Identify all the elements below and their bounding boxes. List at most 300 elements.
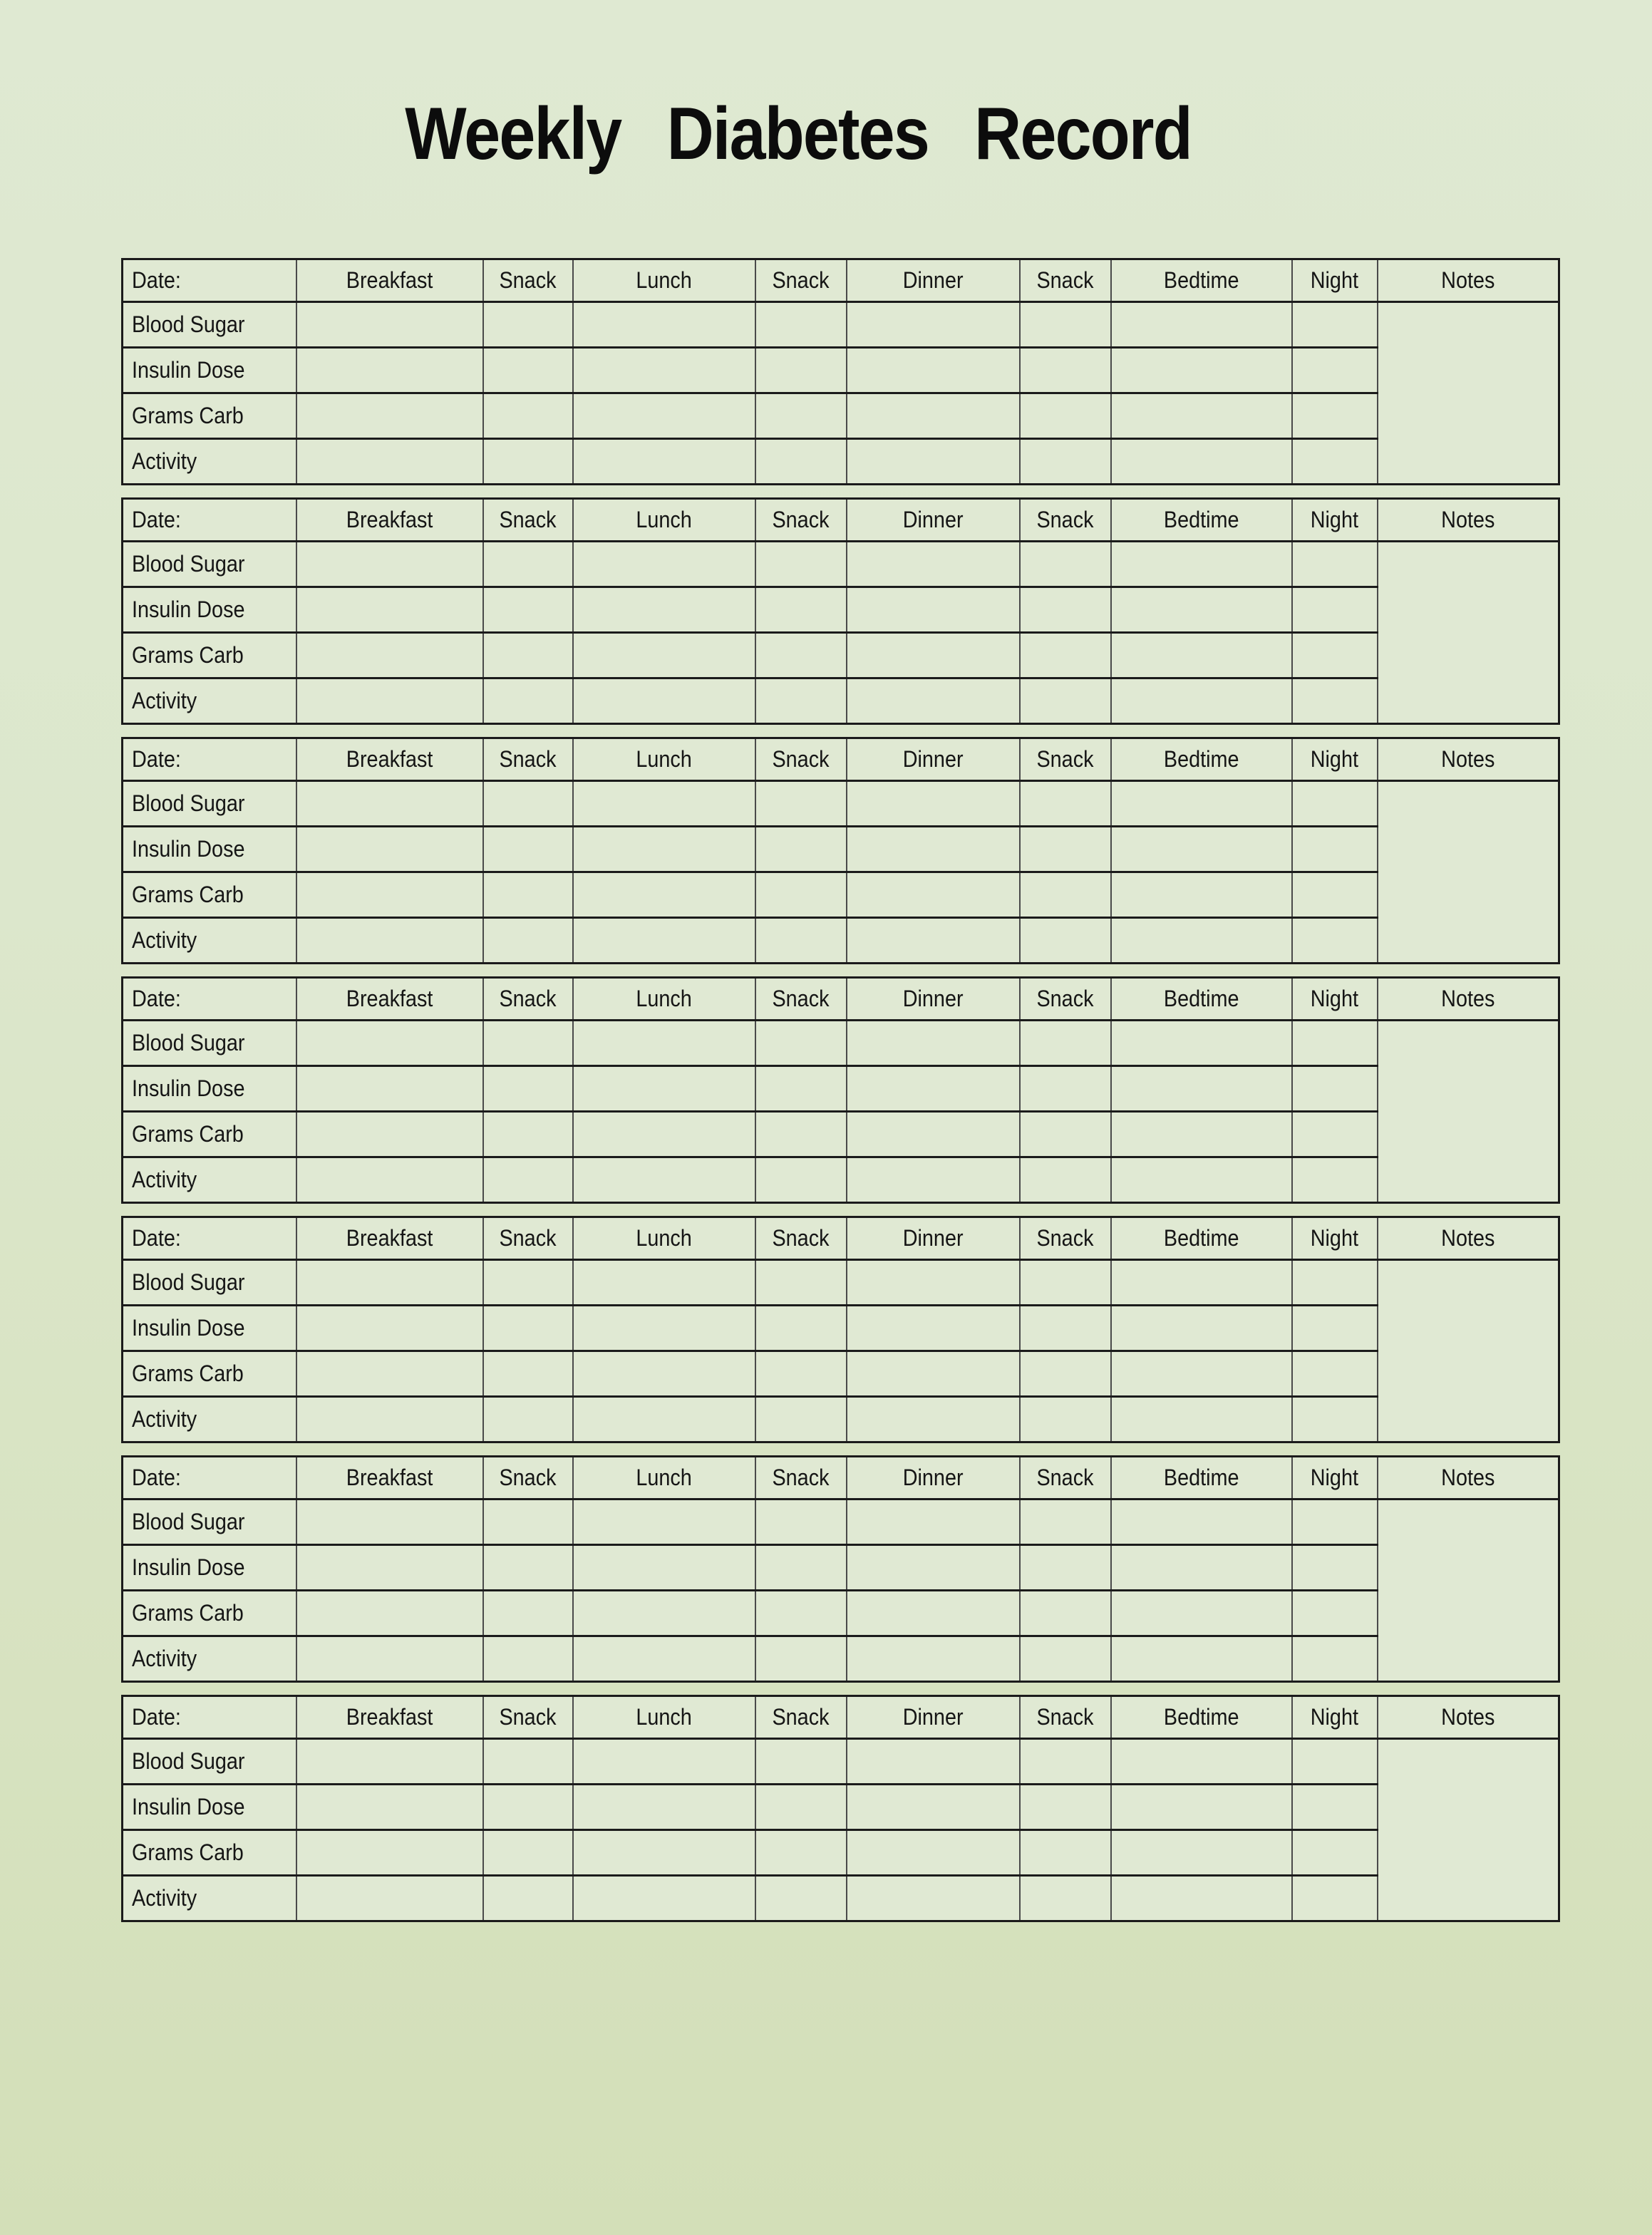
entry-cell-blood-sugar-lunch[interactable]: [573, 542, 755, 587]
entry-cell-insulin-dose-snack-1[interactable]: [483, 1306, 573, 1351]
entry-cell-insulin-dose-snack-1[interactable]: [483, 1545, 573, 1591]
entry-cell-activity-night[interactable]: [1292, 678, 1378, 724]
entry-cell-insulin-dose-snack-3[interactable]: [1020, 348, 1111, 393]
col-header-snack-3: Snack: [1020, 978, 1111, 1021]
entry-cell-insulin-dose-lunch[interactable]: [573, 1785, 755, 1830]
entry-cell-activity-dinner[interactable]: [847, 1876, 1020, 1921]
entry-cell-blood-sugar-snack-1[interactable]: [483, 542, 573, 587]
entry-cell-blood-sugar-bedtime[interactable]: [1111, 1260, 1292, 1306]
entry-cell-blood-sugar-snack-3[interactable]: [1020, 781, 1111, 827]
entry-cell-insulin-dose-snack-2[interactable]: [755, 1306, 847, 1351]
col-header-date: Date:: [123, 1696, 296, 1739]
entry-cell-grams-carb-night[interactable]: [1292, 1591, 1378, 1636]
activity-row: [123, 439, 1559, 485]
insulin-dose-row: [123, 1785, 1559, 1830]
entry-cell-insulin-dose-night[interactable]: [1292, 1545, 1378, 1591]
entry-cell-activity-night[interactable]: [1292, 1636, 1378, 1682]
entry-cell-insulin-dose-breakfast[interactable]: [296, 827, 483, 872]
entry-cell-grams-carb-lunch[interactable]: [573, 1830, 755, 1876]
entry-cell-grams-carb-lunch[interactable]: [573, 393, 755, 439]
entry-cell-activity-breakfast[interactable]: [296, 1636, 483, 1682]
row-label-insulin-dose: Insulin Dose: [123, 827, 296, 872]
entry-cell-grams-carb-dinner[interactable]: [847, 633, 1020, 678]
entry-cell-grams-carb-snack-1[interactable]: [483, 393, 573, 439]
entry-cell-blood-sugar-snack-2[interactable]: [755, 1260, 847, 1306]
entry-cell-activity-snack-3[interactable]: [1020, 1636, 1111, 1682]
col-header-lunch: Lunch: [573, 499, 755, 542]
entry-cell-insulin-dose-bedtime[interactable]: [1111, 1785, 1292, 1830]
entry-cell-blood-sugar-snack-2[interactable]: [755, 1021, 847, 1066]
entry-cell-activity-snack-3[interactable]: [1020, 918, 1111, 964]
entry-cell-insulin-dose-breakfast[interactable]: [296, 1306, 483, 1351]
entry-cell-insulin-dose-lunch[interactable]: [573, 1306, 755, 1351]
col-header-bedtime: Bedtime: [1111, 978, 1292, 1021]
entry-cell-grams-carb-snack-1[interactable]: [483, 1351, 573, 1397]
entry-cell-blood-sugar-snack-3[interactable]: [1020, 1021, 1111, 1066]
col-header-breakfast: Breakfast: [296, 1696, 483, 1739]
col-header-snack-2: Snack: [755, 738, 847, 781]
entry-cell-blood-sugar-snack-2[interactable]: [755, 302, 847, 348]
blood-sugar-row: [123, 1739, 1559, 1785]
entry-cell-grams-carb-night[interactable]: [1292, 1112, 1378, 1157]
entry-cell-insulin-dose-bedtime[interactable]: [1111, 348, 1292, 393]
entry-cell-grams-carb-snack-3[interactable]: [1020, 1830, 1111, 1876]
entry-cell-activity-snack-2[interactable]: [755, 678, 847, 724]
entry-cell-blood-sugar-night[interactable]: [1292, 1260, 1378, 1306]
entry-cell-grams-carb-night[interactable]: [1292, 872, 1378, 918]
entry-cell-grams-carb-snack-1[interactable]: [483, 1591, 573, 1636]
entry-cell-activity-snack-2[interactable]: [755, 918, 847, 964]
entry-cell-activity-lunch[interactable]: [573, 678, 755, 724]
entry-cell-blood-sugar-lunch[interactable]: [573, 1260, 755, 1306]
entry-cell-grams-carb-snack-1[interactable]: [483, 633, 573, 678]
entry-cell-grams-carb-lunch[interactable]: [573, 1112, 755, 1157]
entry-cell-activity-night[interactable]: [1292, 918, 1378, 964]
entry-cell-grams-carb-snack-1[interactable]: [483, 1830, 573, 1876]
entry-cell-activity-snack-3[interactable]: [1020, 1157, 1111, 1203]
col-header-date: Date:: [123, 738, 296, 781]
entry-cell-grams-carb-night[interactable]: [1292, 1830, 1378, 1876]
entry-cell-activity-night[interactable]: [1292, 439, 1378, 485]
entry-cell-activity-breakfast[interactable]: [296, 1876, 483, 1921]
col-header-snack-1: Snack: [483, 738, 573, 781]
entry-cell-blood-sugar-snack-2[interactable]: [755, 542, 847, 587]
entry-cell-activity-bedtime[interactable]: [1111, 1157, 1292, 1203]
insulin-dose-row: [123, 827, 1559, 872]
entry-cell-blood-sugar-snack-3[interactable]: [1020, 1260, 1111, 1306]
row-label-blood-sugar: Blood Sugar: [123, 1739, 296, 1785]
row-label-activity: Activity: [123, 439, 296, 485]
col-header-breakfast: Breakfast: [296, 978, 483, 1021]
header-row: [123, 259, 1559, 302]
entry-cell-insulin-dose-bedtime[interactable]: [1111, 587, 1292, 633]
entry-cell-insulin-dose-bedtime[interactable]: [1111, 1545, 1292, 1591]
entry-cell-insulin-dose-snack-2[interactable]: [755, 1545, 847, 1591]
entry-cell-grams-carb-bedtime[interactable]: [1111, 1830, 1292, 1876]
notes-entry-cell[interactable]: [1378, 781, 1559, 964]
entry-cell-insulin-dose-snack-3[interactable]: [1020, 827, 1111, 872]
entry-cell-activity-night[interactable]: [1292, 1876, 1378, 1921]
entry-cell-blood-sugar-lunch[interactable]: [573, 1739, 755, 1785]
entry-cell-activity-snack-1[interactable]: [483, 1876, 573, 1921]
row-label-activity: Activity: [123, 918, 296, 964]
entry-cell-insulin-dose-snack-1[interactable]: [483, 587, 573, 633]
entry-cell-grams-carb-dinner[interactable]: [847, 1830, 1020, 1876]
entry-cell-grams-carb-snack-3[interactable]: [1020, 1591, 1111, 1636]
blood-sugar-row: [123, 542, 1559, 587]
entry-cell-insulin-dose-breakfast[interactable]: [296, 1545, 483, 1591]
entry-cell-grams-carb-snack-3[interactable]: [1020, 393, 1111, 439]
entry-cell-insulin-dose-dinner[interactable]: [847, 348, 1020, 393]
entry-cell-grams-carb-snack-3[interactable]: [1020, 1112, 1111, 1157]
entry-cell-activity-dinner[interactable]: [847, 918, 1020, 964]
entry-cell-insulin-dose-snack-3[interactable]: [1020, 1785, 1111, 1830]
row-label-insulin-dose: Insulin Dose: [123, 587, 296, 633]
entry-cell-activity-lunch[interactable]: [573, 1157, 755, 1203]
entry-cell-grams-carb-night[interactable]: [1292, 633, 1378, 678]
insulin-dose-row: [123, 1306, 1559, 1351]
entry-cell-insulin-dose-breakfast[interactable]: [296, 1785, 483, 1830]
row-label-grams-carb: Grams Carb: [123, 1112, 296, 1157]
col-header-snack-1: Snack: [483, 1696, 573, 1739]
entry-cell-activity-snack-1[interactable]: [483, 439, 573, 485]
entry-cell-grams-carb-snack-3[interactable]: [1020, 633, 1111, 678]
grams-carb-row: [123, 1830, 1559, 1876]
entry-cell-blood-sugar-dinner[interactable]: [847, 302, 1020, 348]
entry-cell-grams-carb-dinner[interactable]: [847, 872, 1020, 918]
entry-cell-blood-sugar-snack-3[interactable]: [1020, 302, 1111, 348]
entry-cell-activity-night[interactable]: [1292, 1157, 1378, 1203]
entry-cell-activity-bedtime[interactable]: [1111, 439, 1292, 485]
entry-cell-insulin-dose-breakfast[interactable]: [296, 348, 483, 393]
entry-cell-blood-sugar-bedtime[interactable]: [1111, 302, 1292, 348]
entry-cell-insulin-dose-lunch[interactable]: [573, 1066, 755, 1112]
entry-cell-insulin-dose-lunch[interactable]: [573, 827, 755, 872]
entry-cell-blood-sugar-snack-1[interactable]: [483, 302, 573, 348]
entry-cell-blood-sugar-dinner[interactable]: [847, 781, 1020, 827]
entry-cell-grams-carb-night[interactable]: [1292, 1351, 1378, 1397]
col-header-snack-1: Snack: [483, 978, 573, 1021]
entry-cell-grams-carb-snack-2[interactable]: [755, 633, 847, 678]
entry-cell-activity-snack-3[interactable]: [1020, 678, 1111, 724]
entry-cell-grams-carb-snack-2[interactable]: [755, 872, 847, 918]
entry-cell-insulin-dose-snack-2[interactable]: [755, 348, 847, 393]
entry-cell-insulin-dose-bedtime[interactable]: [1111, 827, 1292, 872]
col-header-lunch: Lunch: [573, 738, 755, 781]
notes-entry-cell[interactable]: [1378, 1739, 1559, 1921]
entry-cell-blood-sugar-bedtime[interactable]: [1111, 1500, 1292, 1545]
grams-carb-row: [123, 1591, 1559, 1636]
entry-cell-blood-sugar-breakfast[interactable]: [296, 781, 483, 827]
entry-cell-grams-carb-breakfast[interactable]: [296, 1591, 483, 1636]
entry-cell-insulin-dose-bedtime[interactable]: [1111, 1066, 1292, 1112]
entry-cell-grams-carb-snack-2[interactable]: [755, 1591, 847, 1636]
entry-cell-blood-sugar-lunch[interactable]: [573, 1500, 755, 1545]
col-header-snack-3: Snack: [1020, 1217, 1111, 1260]
entry-cell-activity-snack-1[interactable]: [483, 918, 573, 964]
entry-cell-blood-sugar-lunch[interactable]: [573, 781, 755, 827]
entry-cell-activity-dinner[interactable]: [847, 1397, 1020, 1442]
entry-cell-activity-snack-1[interactable]: [483, 1397, 573, 1442]
entry-cell-insulin-dose-night[interactable]: [1292, 1785, 1378, 1830]
entry-cell-insulin-dose-breakfast[interactable]: [296, 1066, 483, 1112]
entry-cell-activity-breakfast[interactable]: [296, 918, 483, 964]
entry-cell-activity-lunch[interactable]: [573, 439, 755, 485]
col-header-snack-1: Snack: [483, 1457, 573, 1500]
entry-cell-grams-carb-bedtime[interactable]: [1111, 1112, 1292, 1157]
row-label-blood-sugar: Blood Sugar: [123, 1260, 296, 1306]
entry-cell-grams-carb-bedtime[interactable]: [1111, 633, 1292, 678]
entry-cell-grams-carb-snack-2[interactable]: [755, 1351, 847, 1397]
entry-cell-grams-carb-breakfast[interactable]: [296, 872, 483, 918]
entry-cell-blood-sugar-dinner[interactable]: [847, 1500, 1020, 1545]
entry-cell-blood-sugar-dinner[interactable]: [847, 1021, 1020, 1066]
entry-cell-activity-dinner[interactable]: [847, 1157, 1020, 1203]
notes-entry-cell[interactable]: [1378, 542, 1559, 724]
entry-cell-blood-sugar-breakfast[interactable]: [296, 1739, 483, 1785]
blood-sugar-row: [123, 1021, 1559, 1066]
entry-cell-activity-dinner[interactable]: [847, 678, 1020, 724]
entry-cell-activity-snack-2[interactable]: [755, 1397, 847, 1442]
entry-cell-grams-carb-breakfast[interactable]: [296, 1351, 483, 1397]
col-header-night: Night: [1292, 1217, 1378, 1260]
entry-cell-grams-carb-bedtime[interactable]: [1111, 1591, 1292, 1636]
entry-cell-insulin-dose-snack-1[interactable]: [483, 348, 573, 393]
entry-cell-activity-snack-2[interactable]: [755, 1636, 847, 1682]
entry-cell-blood-sugar-snack-2[interactable]: [755, 781, 847, 827]
entry-cell-insulin-dose-snack-1[interactable]: [483, 827, 573, 872]
entry-cell-insulin-dose-snack-3[interactable]: [1020, 1545, 1111, 1591]
entry-cell-insulin-dose-snack-2[interactable]: [755, 587, 847, 633]
col-header-snack-1: Snack: [483, 499, 573, 542]
entry-cell-blood-sugar-snack-3[interactable]: [1020, 1739, 1111, 1785]
entry-cell-grams-carb-lunch[interactable]: [573, 1591, 755, 1636]
entry-cell-blood-sugar-snack-1[interactable]: [483, 1260, 573, 1306]
col-header-breakfast: Breakfast: [296, 1217, 483, 1260]
col-header-night: Night: [1292, 259, 1378, 302]
entry-cell-grams-carb-dinner[interactable]: [847, 1112, 1020, 1157]
row-label-grams-carb: Grams Carb: [123, 872, 296, 918]
entry-cell-grams-carb-snack-3[interactable]: [1020, 1351, 1111, 1397]
col-header-night: Night: [1292, 1457, 1378, 1500]
col-header-snack-3: Snack: [1020, 259, 1111, 302]
notes-entry-cell[interactable]: [1378, 1500, 1559, 1682]
entry-cell-grams-carb-bedtime[interactable]: [1111, 1351, 1292, 1397]
entry-cell-activity-breakfast[interactable]: [296, 439, 483, 485]
col-header-lunch: Lunch: [573, 1696, 755, 1739]
entry-cell-insulin-dose-breakfast[interactable]: [296, 587, 483, 633]
entry-cell-grams-carb-dinner[interactable]: [847, 393, 1020, 439]
entry-cell-grams-carb-lunch[interactable]: [573, 872, 755, 918]
col-header-dinner: Dinner: [847, 1457, 1020, 1500]
entry-cell-activity-snack-3[interactable]: [1020, 439, 1111, 485]
entry-cell-grams-carb-snack-2[interactable]: [755, 1112, 847, 1157]
notes-entry-cell[interactable]: [1378, 1260, 1559, 1442]
entry-cell-activity-bedtime[interactable]: [1111, 678, 1292, 724]
entry-cell-grams-carb-bedtime[interactable]: [1111, 393, 1292, 439]
entry-cell-grams-carb-bedtime[interactable]: [1111, 872, 1292, 918]
entry-cell-insulin-dose-night[interactable]: [1292, 1306, 1378, 1351]
entry-cell-blood-sugar-night[interactable]: [1292, 302, 1378, 348]
entry-cell-grams-carb-lunch[interactable]: [573, 1351, 755, 1397]
entry-cell-activity-bedtime[interactable]: [1111, 1397, 1292, 1442]
entry-cell-insulin-dose-snack-2[interactable]: [755, 1785, 847, 1830]
entry-cell-activity-lunch[interactable]: [573, 1636, 755, 1682]
notes-entry-cell[interactable]: [1378, 1021, 1559, 1203]
col-header-notes: Notes: [1378, 978, 1559, 1021]
entry-cell-activity-snack-1[interactable]: [483, 678, 573, 724]
col-header-night: Night: [1292, 738, 1378, 781]
col-header-date: Date:: [123, 978, 296, 1021]
entry-cell-grams-carb-night[interactable]: [1292, 393, 1378, 439]
entry-cell-blood-sugar-night[interactable]: [1292, 781, 1378, 827]
insulin-dose-row: [123, 1545, 1559, 1591]
entry-cell-insulin-dose-snack-1[interactable]: [483, 1785, 573, 1830]
entry-cell-grams-carb-breakfast[interactable]: [296, 1830, 483, 1876]
notes-entry-cell[interactable]: [1378, 302, 1559, 485]
col-header-lunch: Lunch: [573, 259, 755, 302]
entry-cell-blood-sugar-dinner[interactable]: [847, 1739, 1020, 1785]
entry-cell-insulin-dose-snack-2[interactable]: [755, 1066, 847, 1112]
col-header-snack-1: Snack: [483, 259, 573, 302]
entry-cell-activity-snack-3[interactable]: [1020, 1876, 1111, 1921]
entry-cell-blood-sugar-dinner[interactable]: [847, 542, 1020, 587]
col-header-date: Date:: [123, 259, 296, 302]
col-header-notes: Notes: [1378, 1696, 1559, 1739]
entry-cell-insulin-dose-snack-1[interactable]: [483, 1066, 573, 1112]
entry-cell-insulin-dose-night[interactable]: [1292, 587, 1378, 633]
entry-cell-grams-carb-snack-1[interactable]: [483, 1112, 573, 1157]
row-label-insulin-dose: Insulin Dose: [123, 1785, 296, 1830]
entry-cell-grams-carb-snack-2[interactable]: [755, 393, 847, 439]
entry-cell-grams-carb-dinner[interactable]: [847, 1351, 1020, 1397]
entry-cell-activity-dinner[interactable]: [847, 1636, 1020, 1682]
entry-cell-insulin-dose-dinner[interactable]: [847, 1785, 1020, 1830]
week-record-table-4: [121, 976, 1560, 1204]
entry-cell-blood-sugar-snack-1[interactable]: [483, 781, 573, 827]
entry-cell-insulin-dose-night[interactable]: [1292, 1066, 1378, 1112]
entry-cell-activity-breakfast[interactable]: [296, 1157, 483, 1203]
entry-cell-activity-snack-1[interactable]: [483, 1636, 573, 1682]
header-row: [123, 978, 1559, 1021]
entry-cell-blood-sugar-snack-3[interactable]: [1020, 542, 1111, 587]
row-label-blood-sugar: Blood Sugar: [123, 781, 296, 827]
entry-cell-insulin-dose-night[interactable]: [1292, 348, 1378, 393]
entry-cell-insulin-dose-lunch[interactable]: [573, 348, 755, 393]
entry-cell-grams-carb-snack-3[interactable]: [1020, 872, 1111, 918]
entry-cell-blood-sugar-snack-2[interactable]: [755, 1739, 847, 1785]
entry-cell-blood-sugar-lunch[interactable]: [573, 302, 755, 348]
entry-cell-blood-sugar-snack-3[interactable]: [1020, 1500, 1111, 1545]
entry-cell-grams-carb-snack-2[interactable]: [755, 1830, 847, 1876]
entry-cell-grams-carb-breakfast[interactable]: [296, 633, 483, 678]
entry-cell-blood-sugar-bedtime[interactable]: [1111, 781, 1292, 827]
entry-cell-blood-sugar-breakfast[interactable]: [296, 1260, 483, 1306]
col-header-dinner: Dinner: [847, 259, 1020, 302]
entry-cell-insulin-dose-night[interactable]: [1292, 827, 1378, 872]
entry-cell-blood-sugar-snack-1[interactable]: [483, 1500, 573, 1545]
entry-cell-grams-carb-lunch[interactable]: [573, 633, 755, 678]
entry-cell-grams-carb-snack-1[interactable]: [483, 872, 573, 918]
entry-cell-insulin-dose-dinner[interactable]: [847, 827, 1020, 872]
entry-cell-activity-dinner[interactable]: [847, 439, 1020, 485]
entry-cell-blood-sugar-night[interactable]: [1292, 542, 1378, 587]
entry-cell-insulin-dose-dinner[interactable]: [847, 587, 1020, 633]
entry-cell-blood-sugar-breakfast[interactable]: [296, 302, 483, 348]
entry-cell-activity-snack-1[interactable]: [483, 1157, 573, 1203]
entry-cell-insulin-dose-lunch[interactable]: [573, 587, 755, 633]
entry-cell-blood-sugar-snack-2[interactable]: [755, 1500, 847, 1545]
entry-cell-activity-breakfast[interactable]: [296, 678, 483, 724]
col-header-bedtime: Bedtime: [1111, 1217, 1292, 1260]
entry-cell-activity-bedtime[interactable]: [1111, 1876, 1292, 1921]
entry-cell-activity-snack-2[interactable]: [755, 1157, 847, 1203]
col-header-date: Date:: [123, 499, 296, 542]
entry-cell-insulin-dose-dinner[interactable]: [847, 1306, 1020, 1351]
entry-cell-activity-lunch[interactable]: [573, 1876, 755, 1921]
entry-cell-insulin-dose-dinner[interactable]: [847, 1545, 1020, 1591]
entry-cell-blood-sugar-night[interactable]: [1292, 1500, 1378, 1545]
entry-cell-activity-snack-2[interactable]: [755, 1876, 847, 1921]
entry-cell-grams-carb-breakfast[interactable]: [296, 1112, 483, 1157]
row-label-insulin-dose: Insulin Dose: [123, 1545, 296, 1591]
entry-cell-insulin-dose-snack-3[interactable]: [1020, 1306, 1111, 1351]
entry-cell-insulin-dose-snack-3[interactable]: [1020, 1066, 1111, 1112]
entry-cell-blood-sugar-night[interactable]: [1292, 1021, 1378, 1066]
entry-cell-blood-sugar-bedtime[interactable]: [1111, 1739, 1292, 1785]
header-row: [123, 738, 1559, 781]
entry-cell-blood-sugar-breakfast[interactable]: [296, 1500, 483, 1545]
grams-carb-row: [123, 1351, 1559, 1397]
page-title: [0, 93, 1624, 175]
entry-cell-blood-sugar-snack-1[interactable]: [483, 1021, 573, 1066]
entry-cell-activity-bedtime[interactable]: [1111, 918, 1292, 964]
entry-cell-activity-breakfast[interactable]: [296, 1397, 483, 1442]
entry-cell-insulin-dose-lunch[interactable]: [573, 1545, 755, 1591]
blood-sugar-row: [123, 302, 1559, 348]
entry-cell-blood-sugar-lunch[interactable]: [573, 1021, 755, 1066]
entry-cell-blood-sugar-bedtime[interactable]: [1111, 1021, 1292, 1066]
entry-cell-activity-night[interactable]: [1292, 1397, 1378, 1442]
entry-cell-activity-lunch[interactable]: [573, 918, 755, 964]
entry-cell-blood-sugar-snack-1[interactable]: [483, 1739, 573, 1785]
entry-cell-activity-bedtime[interactable]: [1111, 1636, 1292, 1682]
entry-cell-blood-sugar-breakfast[interactable]: [296, 542, 483, 587]
entry-cell-activity-lunch[interactable]: [573, 1397, 755, 1442]
entry-cell-activity-snack-2[interactable]: [755, 439, 847, 485]
col-header-dinner: Dinner: [847, 1696, 1020, 1739]
entry-cell-activity-snack-3[interactable]: [1020, 1397, 1111, 1442]
col-header-snack-2: Snack: [755, 1696, 847, 1739]
entry-cell-blood-sugar-dinner[interactable]: [847, 1260, 1020, 1306]
insulin-dose-row: [123, 348, 1559, 393]
entry-cell-blood-sugar-night[interactable]: [1292, 1739, 1378, 1785]
col-header-breakfast: Breakfast: [296, 1457, 483, 1500]
entry-cell-grams-carb-breakfast[interactable]: [296, 393, 483, 439]
entry-cell-grams-carb-dinner[interactable]: [847, 1591, 1020, 1636]
entry-cell-insulin-dose-bedtime[interactable]: [1111, 1306, 1292, 1351]
row-label-grams-carb: Grams Carb: [123, 633, 296, 678]
activity-row: [123, 1876, 1559, 1921]
row-label-activity: Activity: [123, 678, 296, 724]
entry-cell-insulin-dose-snack-3[interactable]: [1020, 587, 1111, 633]
col-header-bedtime: Bedtime: [1111, 1457, 1292, 1500]
week-record-table-5: [121, 1216, 1560, 1443]
entry-cell-blood-sugar-breakfast[interactable]: [296, 1021, 483, 1066]
entry-cell-insulin-dose-snack-2[interactable]: [755, 827, 847, 872]
entry-cell-insulin-dose-dinner[interactable]: [847, 1066, 1020, 1112]
entry-cell-blood-sugar-bedtime[interactable]: [1111, 542, 1292, 587]
